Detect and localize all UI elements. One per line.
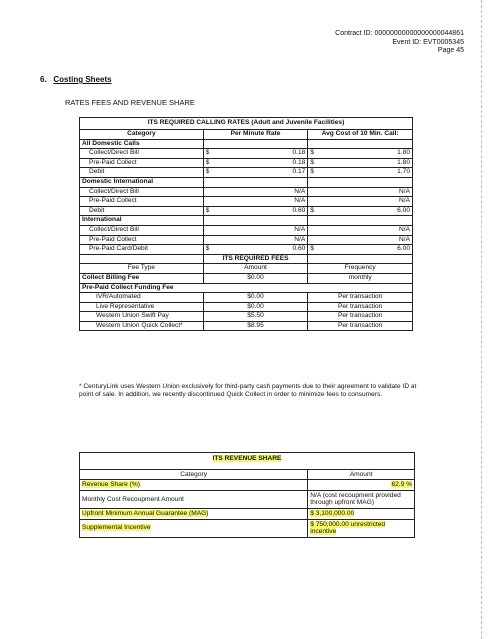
row-label: Pre-Paid Collect bbox=[80, 235, 204, 245]
value: 1.80 bbox=[397, 149, 410, 157]
row-label: Pre-Paid Collect bbox=[80, 158, 204, 168]
fee-label: Live Representative bbox=[80, 302, 204, 312]
table-row bbox=[80, 508, 415, 519]
rate-groups bbox=[80, 139, 413, 254]
revenue-amount-text: 62.9 % bbox=[391, 481, 412, 489]
table-row bbox=[80, 273, 413, 283]
row-label: Collect/Direct Bill bbox=[80, 225, 204, 235]
revenue-title-cell bbox=[80, 453, 415, 470]
value: 6.00 bbox=[397, 245, 410, 253]
currency-symbol: $ bbox=[310, 206, 314, 214]
fees-title: ITS REQUIRED FEES bbox=[203, 254, 308, 264]
table-row bbox=[80, 235, 413, 245]
calling-rates-table bbox=[79, 117, 413, 331]
avg-cost-cell bbox=[308, 245, 413, 255]
per-minute-rate-cell: N/A bbox=[203, 225, 308, 235]
table-row bbox=[80, 302, 413, 312]
revenue-amount-text: N/A (cost recoupment provided through upfront MAG) bbox=[310, 491, 401, 507]
value: 0.17 bbox=[292, 168, 306, 176]
rates-table-title: ITS REQUIRED CALLING RATES (Adult and Juvenile Facilities) bbox=[80, 118, 413, 130]
avg-cost-cell bbox=[308, 206, 413, 216]
per-minute-rate-cell: N/A bbox=[203, 235, 308, 245]
fee-label: Western Union Quick Collect* bbox=[80, 321, 204, 331]
section-heading bbox=[40, 75, 112, 84]
page-number: Page 45 bbox=[437, 47, 464, 54]
avg-cost-cell bbox=[308, 158, 413, 168]
avg-cost-cell: N/A bbox=[308, 197, 413, 207]
per-minute-rate-cell: N/A bbox=[203, 187, 308, 197]
fee-frequency: Per transaction bbox=[308, 321, 413, 331]
revenue-amount bbox=[308, 519, 415, 537]
col-header-avg: Avg Cost of 10 Min. Call: bbox=[308, 130, 413, 140]
document-header bbox=[335, 30, 464, 56]
col-header-category: Category bbox=[80, 130, 204, 140]
group-header-row bbox=[80, 139, 413, 149]
table-row bbox=[80, 168, 413, 178]
revenue-category-text: Upfront Minimum Annual Guarantee (MAG) bbox=[82, 509, 209, 517]
row-label: Collect/Direct Bill bbox=[80, 149, 204, 159]
table-row bbox=[80, 321, 413, 331]
revenue-amount-text: $ 3,100,000.00 bbox=[310, 509, 355, 517]
revenue-category bbox=[80, 519, 308, 537]
group-label: All Domestic Calls bbox=[80, 139, 204, 149]
row-label: Pre-Paid Card/Debit bbox=[80, 245, 204, 255]
fee-amount: $5.50 bbox=[203, 312, 308, 322]
currency-symbol: $ bbox=[310, 168, 314, 176]
prepaid-rows bbox=[80, 293, 413, 331]
table-row bbox=[80, 312, 413, 322]
page-edge-line bbox=[481, 0, 482, 639]
revenue-amount bbox=[308, 508, 415, 519]
fee-label: IVR/Automated bbox=[80, 293, 204, 303]
revenue-amount-text: $ 750,000.00 unrestricted incentive bbox=[310, 520, 386, 536]
revenue-category-text: Monthly Cost Recoupment Amount bbox=[82, 495, 184, 503]
per-minute-rate-cell bbox=[203, 245, 308, 255]
currency-symbol: $ bbox=[205, 206, 210, 214]
table-row bbox=[80, 206, 413, 216]
table-row bbox=[80, 187, 413, 197]
value: 1.80 bbox=[397, 158, 410, 166]
row-label: Debit bbox=[80, 168, 204, 178]
fee-frequency: Per transaction bbox=[308, 302, 413, 312]
fee-header-frequency: Frequency bbox=[308, 264, 413, 274]
revenue-category bbox=[80, 508, 308, 519]
fee-amount: $0.00 bbox=[203, 302, 308, 312]
per-minute-rate-cell bbox=[203, 168, 308, 178]
collect-billing-label: Collect Billing Fee bbox=[80, 273, 204, 283]
revenue-share-table bbox=[79, 452, 415, 538]
table-row bbox=[80, 519, 415, 537]
value: 0.60 bbox=[292, 245, 306, 253]
group-header-row bbox=[80, 177, 413, 187]
revenue-header-category: Category bbox=[80, 469, 308, 480]
revenue-category-text: Supplemental Incentive bbox=[82, 524, 151, 532]
revenue-category bbox=[80, 490, 308, 508]
avg-cost-cell: N/A bbox=[308, 225, 413, 235]
currency-symbol: $ bbox=[310, 245, 314, 253]
revenue-category bbox=[80, 480, 308, 491]
table-row bbox=[80, 225, 413, 235]
collect-billing-amount: $0.00 bbox=[203, 273, 308, 283]
avg-cost-cell bbox=[308, 149, 413, 159]
table-row bbox=[80, 293, 413, 303]
prepaid-group-label: Pre-Paid Collect Funding Fee bbox=[80, 283, 413, 293]
revenue-header-amount: Amount bbox=[308, 469, 415, 480]
footnote: * CenturyLink uses Western Union exclusively for third-party cash payments due to their agreement to validate ID at point of sale. In addition, we recently discontinued Quick Collect in order to minimize fees to consumers. bbox=[79, 383, 417, 398]
revenue-table-title: ITS REVENUE SHARE bbox=[212, 455, 282, 462]
currency-symbol: $ bbox=[205, 245, 210, 253]
group-header-row bbox=[80, 216, 413, 226]
fee-frequency: Per transaction bbox=[308, 312, 413, 322]
per-minute-rate-cell: N/A bbox=[203, 197, 308, 207]
value: 0.60 bbox=[292, 206, 306, 214]
fee-amount: $8.95 bbox=[203, 321, 308, 331]
row-label: Pre-Paid Collect bbox=[80, 197, 204, 207]
event-id: Event ID: EVT0005345 bbox=[392, 38, 464, 46]
table-row bbox=[80, 490, 415, 508]
revenue-rows bbox=[80, 480, 415, 538]
subtitle: RATES FEES AND REVENUE SHARE bbox=[65, 98, 195, 107]
group-label: Domestic International bbox=[80, 177, 204, 187]
value: 1.70 bbox=[397, 168, 410, 176]
col-header-rate: Per Minute Rate bbox=[203, 130, 308, 140]
per-minute-rate-cell bbox=[203, 206, 308, 216]
table-row bbox=[80, 158, 413, 168]
avg-cost-cell: N/A bbox=[308, 187, 413, 197]
revenue-category-text: Revenue Share (%) bbox=[82, 481, 140, 489]
value: 0.18 bbox=[292, 158, 306, 166]
fee-frequency: Per transaction bbox=[308, 293, 413, 303]
row-label: Debit bbox=[80, 206, 204, 216]
section-number: 6. bbox=[40, 75, 47, 84]
fee-label: Western Union Swift Pay bbox=[80, 312, 204, 322]
group-label: International bbox=[80, 216, 204, 226]
currency-symbol: $ bbox=[310, 158, 314, 166]
collect-billing-frequency: monthly bbox=[308, 273, 413, 283]
avg-cost-cell bbox=[308, 168, 413, 178]
value: 6.00 bbox=[397, 206, 410, 214]
table-row bbox=[80, 197, 413, 207]
currency-symbol: $ bbox=[205, 158, 210, 166]
table-row bbox=[80, 245, 413, 255]
avg-cost-cell: N/A bbox=[308, 235, 413, 245]
section-title: Costing Sheets bbox=[53, 75, 112, 84]
per-minute-rate-cell bbox=[203, 158, 308, 168]
currency-symbol: $ bbox=[205, 149, 210, 157]
fee-amount: $0.00 bbox=[203, 293, 308, 303]
revenue-amount bbox=[308, 480, 415, 491]
currency-symbol: $ bbox=[310, 149, 314, 157]
table-row bbox=[80, 149, 413, 159]
fee-header-type: Fee Type bbox=[80, 264, 204, 274]
per-minute-rate-cell bbox=[203, 149, 308, 159]
revenue-amount bbox=[308, 490, 415, 508]
currency-symbol: $ bbox=[205, 168, 210, 176]
row-label: Collect/Direct Bill bbox=[80, 187, 204, 197]
value: 0.18 bbox=[292, 149, 306, 157]
fee-header-amount: Amount bbox=[203, 264, 308, 274]
contract-id: Contract ID: 00000000000000000044861 bbox=[335, 30, 464, 37]
table-row bbox=[80, 480, 415, 491]
